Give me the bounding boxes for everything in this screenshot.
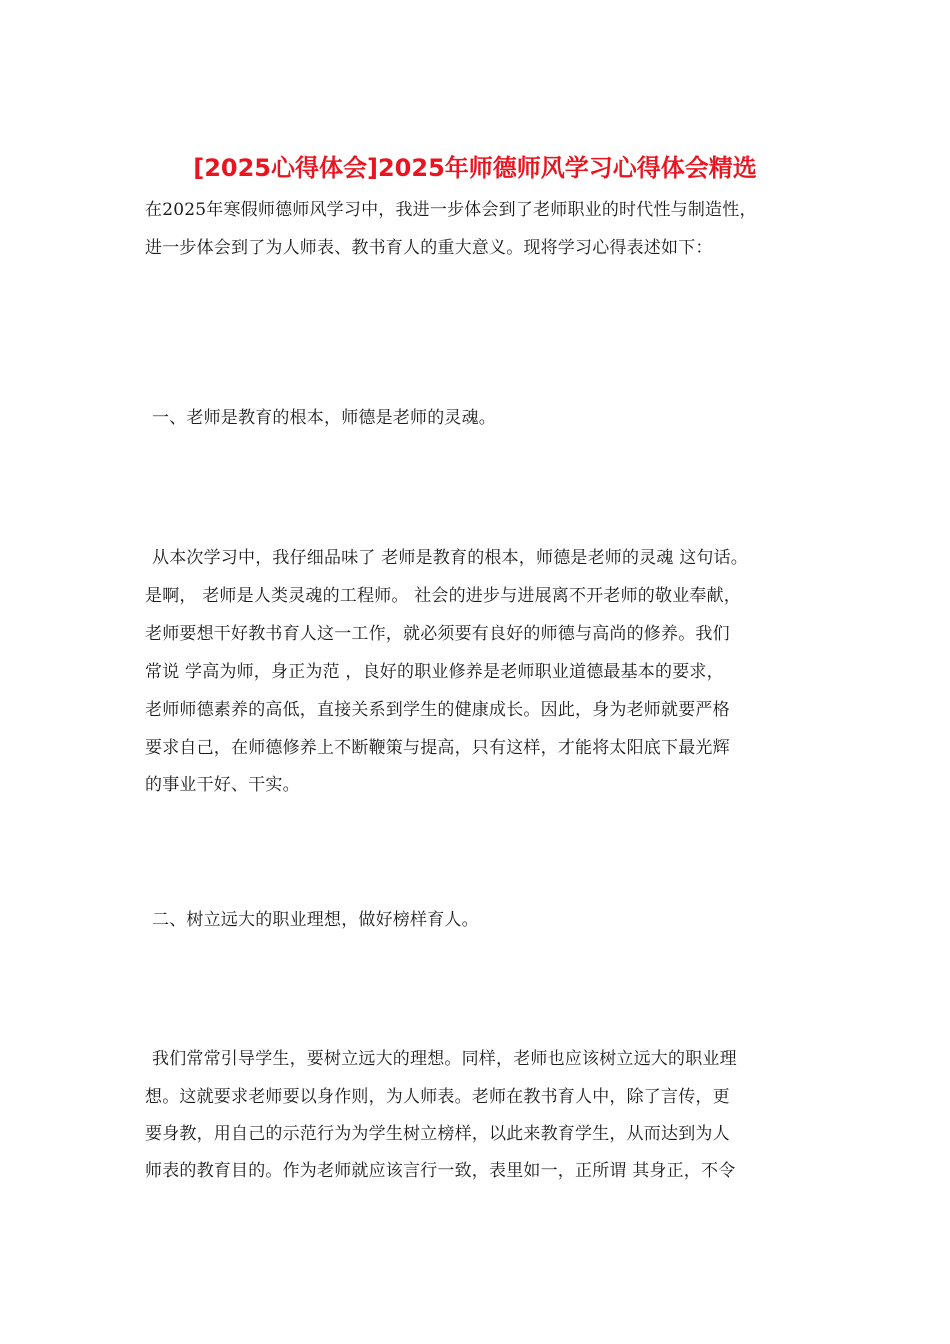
section-2-line-2: 想。这就要求老师要以身作则，为人师表。老师在教书育人中，除了言传，更 <box>145 1087 730 1107</box>
section-2-line-3: 要身教，用自己的示范行为为学生树立榜样，以此来教育学生，从而达到为人 <box>145 1124 730 1144</box>
section-1-line-7: 的事业干好、干实。 <box>145 775 300 795</box>
section-1-line-6: 要求自己，在师德修养上不断鞭策与提高，只有这样，才能将太阳底下最光辉 <box>145 738 730 758</box>
section-2-heading: 二、树立远大的职业理想，做好榜样育人。 <box>152 910 479 930</box>
section-2-line-1: 我们常常引导学生，要树立远大的理想。同样，老师也应该树立远大的职业理 <box>152 1049 737 1069</box>
section-1-line-2: 是啊， 老师是人类灵魂的工程师。 社会的进步与进展离不开老师的敬业奉献， <box>145 586 742 606</box>
intro-line-1: 在2025年寒假师德师风学习中，我进一步体会到了老师职业的时代性与制造性， <box>145 200 757 220</box>
section-1-line-3: 老师要想干好教书育人这一工作，就必须要有良好的师德与高尚的修养。我们 <box>145 624 730 644</box>
intro-line-2: 进一步体会到了为人师表、教书育人的重大意义。现将学习心得表述如下： <box>145 238 713 258</box>
document-title: [2025心得体会]2025年师德师风学习心得体会精选 <box>193 154 757 182</box>
section-1-line-1: 从本次学习中，我仔细品味了 老师是教育的根本，师德是老师的灵魂 这句话。 <box>152 548 749 568</box>
section-1-line-4: 常说 学高为师，身正为范 ，良好的职业修养是老师职业道德最基本的要求， <box>145 662 724 682</box>
section-1-line-5: 老师师德素养的高低，直接关系到学生的健康成长。因此，身为老师就要严格 <box>145 700 730 720</box>
section-2-line-4: 师表的教育目的。作为老师就应该言行一致，表里如一，正所谓 其身正，不令 <box>145 1161 736 1181</box>
section-1-heading: 一、老师是教育的根本，师德是老师的灵魂。 <box>152 408 496 428</box>
